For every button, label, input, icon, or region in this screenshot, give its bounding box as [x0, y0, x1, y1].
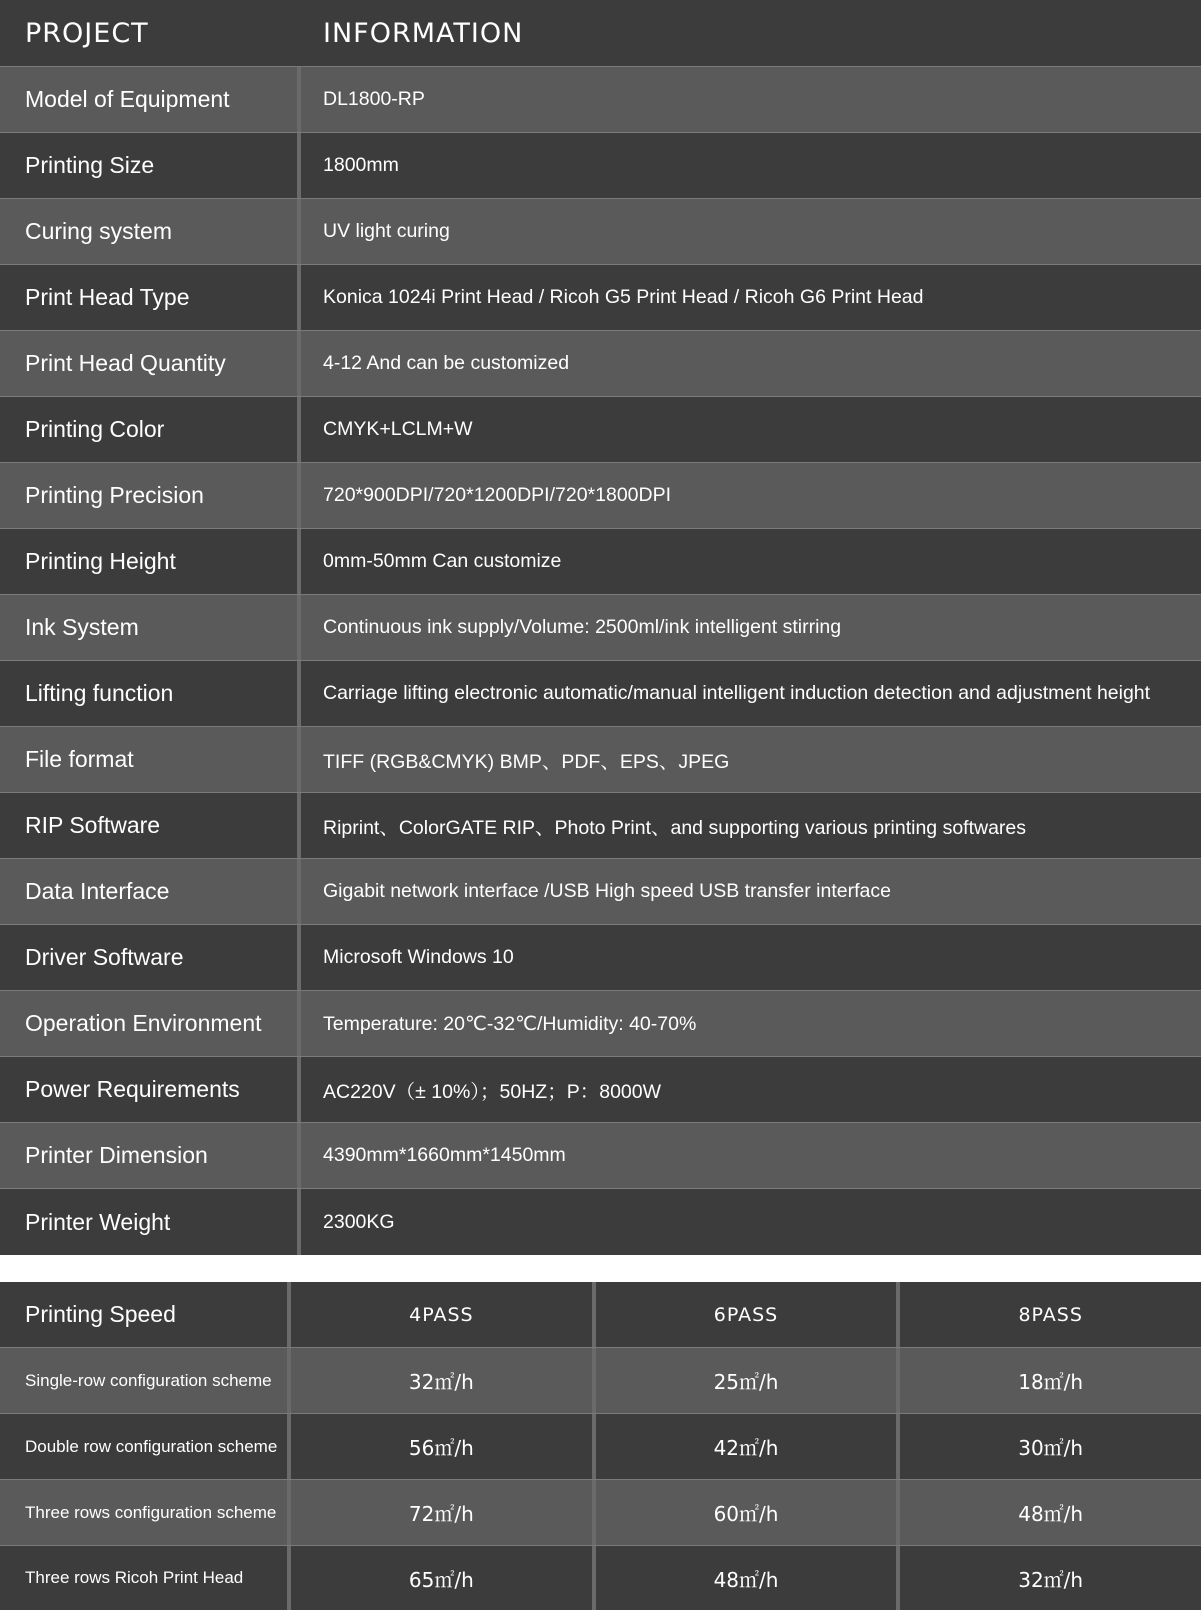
spec-value: 4390mm*1660mm*1450mm — [323, 1144, 566, 1166]
spec-label: Printer Dimension — [0, 1123, 301, 1188]
speed-value: 48㎡/h — [596, 1546, 901, 1610]
table-row — [0, 991, 1201, 1057]
speed-value: 42㎡/h — [596, 1414, 901, 1479]
table-row — [0, 1414, 1201, 1480]
spec-value: 1800mm — [323, 154, 399, 176]
spec-value: 720*900DPI/720*1200DPI/720*1800DPI — [323, 484, 672, 506]
spec-value: 0mm-50mm Can customize — [323, 550, 562, 572]
spec-label: Printing Size — [0, 133, 301, 198]
speed-value: 72㎡/h — [291, 1480, 596, 1545]
table-row — [0, 397, 1201, 463]
spec-label: Model of Equipment — [0, 67, 301, 132]
table-row — [0, 1546, 1201, 1610]
information-header: INFORMATION — [323, 17, 524, 49]
table-row — [0, 1348, 1201, 1414]
spec-label: Printer Weight — [0, 1189, 301, 1255]
spec-label: Printing Height — [0, 529, 301, 594]
speed-column-header: 6PASS — [596, 1282, 901, 1347]
speed-row-label: Single-row configuration scheme — [0, 1348, 291, 1413]
table-row — [0, 595, 1201, 661]
speed-value: 25㎡/h — [596, 1348, 901, 1413]
table-row — [0, 463, 1201, 529]
table-row — [0, 199, 1201, 265]
spec-label: Driver Software — [0, 925, 301, 990]
speed-table — [0, 1282, 1201, 1610]
table-row — [0, 529, 1201, 595]
speed-value: 32㎡/h — [1018, 1567, 1084, 1592]
spec-label: Data Interface — [0, 859, 301, 924]
speed-value: 48㎡/h — [1018, 1502, 1084, 1526]
table-row — [0, 793, 1201, 859]
speed-title: Printing Speed — [0, 1282, 291, 1347]
spec-value: DL1800-RP — [323, 88, 425, 110]
table-row — [0, 1480, 1201, 1546]
spec-value: AC220V（± 10%）；50HZ；P：8000W — [323, 1080, 662, 1103]
spec-value: TIFF (RGB&CMYK) BMP、PDF、EPS、JPEG — [323, 750, 730, 773]
spec-value: Gigabit network interface /USB High speed USB transfer interface — [323, 880, 891, 902]
project-header: PROJECT — [25, 17, 149, 49]
spec-label: RIP Software — [0, 793, 301, 858]
speed-value: 65㎡/h — [291, 1546, 596, 1610]
spec-label: Lifting function — [0, 661, 301, 726]
speed-header-row — [0, 1282, 1201, 1348]
table-row — [0, 727, 1201, 793]
spec-label: Printing Color — [0, 397, 301, 462]
speed-column-header: 4PASS — [291, 1282, 596, 1347]
spec-value: CMYK+LCLM+W — [323, 418, 473, 440]
spec-label: Operation Environment — [0, 991, 301, 1056]
spec-value: 4-12 And can be customized — [323, 352, 570, 374]
spec-label: Print Head Type — [0, 265, 301, 330]
spec-label: File format — [0, 727, 301, 792]
spec-label: Power Requirements — [0, 1057, 301, 1122]
spec-value: Temperature: 20℃-32℃/Humidity: 40-70% — [323, 1012, 697, 1035]
spec-value: Microsoft Windows 10 — [323, 946, 514, 968]
spec-value: Riprint、ColorGATE RIP、Photo Print、and supporting various printing softwares — [323, 816, 1027, 839]
spec-value: 2300KG — [323, 1210, 395, 1233]
table-row — [0, 265, 1201, 331]
speed-value: 56㎡/h — [291, 1414, 596, 1479]
spec-value: UV light curing — [323, 220, 450, 242]
table-row — [0, 1189, 1201, 1255]
speed-value: 32㎡/h — [291, 1348, 596, 1413]
speed-row-label: Three rows Ricoh Print Head — [0, 1546, 291, 1610]
spec-value: Carriage lifting electronic automatic/manual intelligent induction detection and adjustment height — [323, 682, 1151, 704]
spec-value: Continuous ink supply/Volume: 2500ml/ink intelligent stirring — [323, 616, 842, 638]
table-row — [0, 331, 1201, 397]
table-row — [0, 1123, 1201, 1189]
speed-value: 18㎡/h — [1018, 1370, 1084, 1394]
table-row — [0, 859, 1201, 925]
spec-value: Konica 1024i Print Head / Ricoh G5 Print Head / Ricoh G6 Print Head — [323, 286, 924, 308]
table-row — [0, 925, 1201, 991]
speed-row-label: Three rows configuration scheme — [0, 1480, 291, 1545]
spec-label: Print Head Quantity — [0, 331, 301, 396]
speed-column-header: 8PASS — [1018, 1303, 1083, 1326]
speed-value: 30㎡/h — [1018, 1436, 1084, 1460]
spec-label: Printing Precision — [0, 463, 301, 528]
speed-row-label: Double row configuration scheme — [0, 1414, 291, 1479]
table-row — [0, 67, 1201, 133]
table-row — [0, 661, 1201, 727]
speed-value: 60㎡/h — [596, 1480, 901, 1545]
spec-label: Ink System — [0, 595, 301, 660]
table-row — [0, 1057, 1201, 1123]
table-row — [0, 133, 1201, 199]
spec-header-row — [0, 0, 1201, 67]
spec-label: Curing system — [0, 199, 301, 264]
